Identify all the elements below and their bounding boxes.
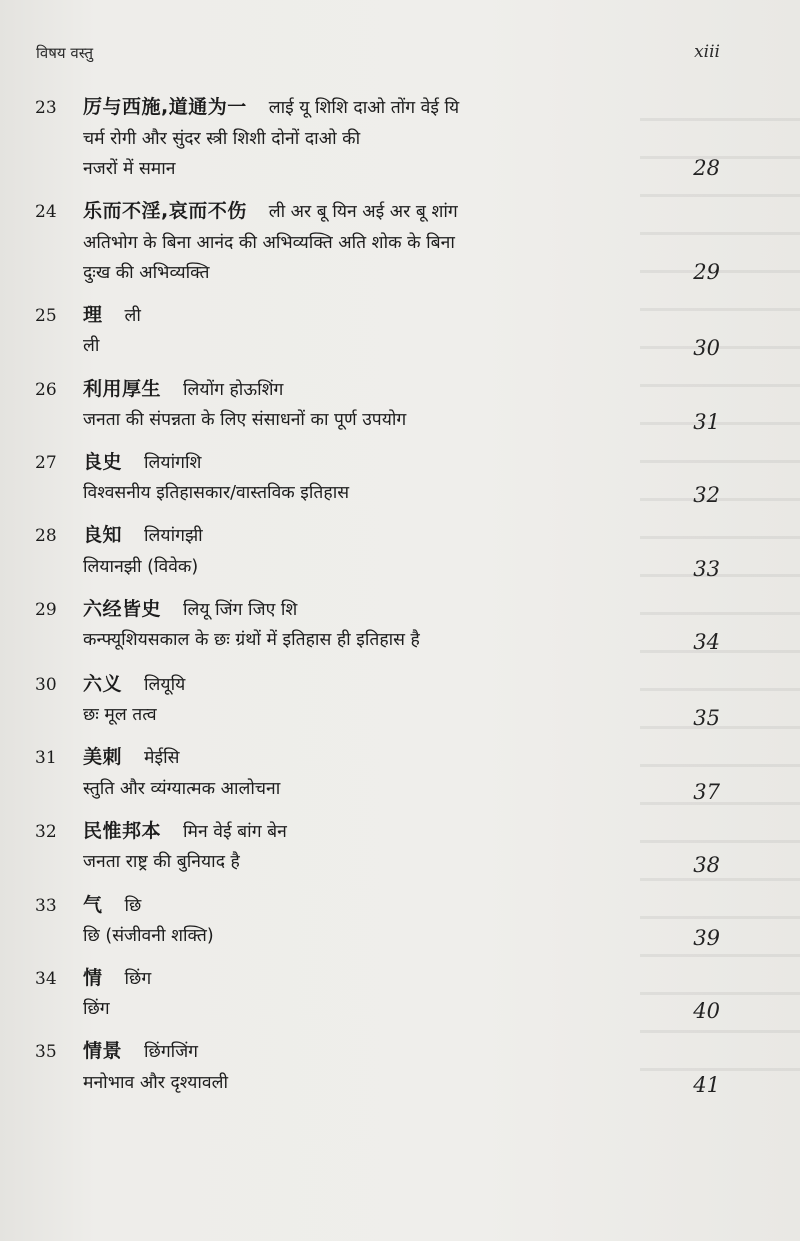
entry-description-line: जनता राष्ट्र की बुनियाद है xyxy=(83,852,240,872)
transliteration: लियांगझी xyxy=(144,526,203,546)
entry-heading xyxy=(83,451,201,474)
entry-description-line: ली xyxy=(83,336,100,356)
entry-page-number: 28 xyxy=(693,156,720,180)
entry-page-number: 38 xyxy=(693,853,720,877)
chinese-term: 气 xyxy=(83,894,103,916)
entry-heading xyxy=(83,598,297,621)
transliteration: लियोंग होऊशिंग xyxy=(183,380,284,400)
chinese-term: 理 xyxy=(83,304,103,326)
transliteration: लाई यू शिशि दाओ तोंग वेई यि xyxy=(268,98,460,118)
entry-heading xyxy=(83,894,141,917)
entry-description-line: दुःख की अभिव्यक्ति xyxy=(83,263,210,283)
entry-number: 28 xyxy=(35,526,57,546)
transliteration: लियू जिंग जिए शि xyxy=(183,600,298,620)
entry-description-line: नजरों में समान xyxy=(83,159,176,179)
transliteration: मिन वेई बांग बेन xyxy=(183,822,287,842)
entry-heading xyxy=(83,524,203,547)
entry-page-number: 29 xyxy=(693,260,720,284)
transliteration: लियांगशि xyxy=(144,453,202,473)
entry-number: 27 xyxy=(35,453,57,473)
chinese-term: 情景 xyxy=(83,1040,123,1062)
chinese-term: 良史 xyxy=(83,451,123,473)
chinese-term: 情 xyxy=(83,967,103,989)
chinese-term: 六义 xyxy=(83,673,123,695)
entry-heading xyxy=(83,378,283,401)
entry-page-number: 30 xyxy=(693,336,720,360)
entry-description-line: छः मूल तत्व xyxy=(83,705,157,725)
entry-heading xyxy=(83,967,151,990)
entry-heading xyxy=(83,673,185,696)
entry-description-line: चर्म रोगी और सुंदर स्त्री शिशी दोनों दाओ की xyxy=(83,129,361,149)
entry-page-number: 32 xyxy=(693,483,720,507)
entry-heading xyxy=(83,746,179,769)
chinese-term: 六经皆史 xyxy=(83,598,162,620)
entry-heading xyxy=(83,820,287,843)
entry-heading xyxy=(83,96,459,119)
entry-page-number: 33 xyxy=(693,557,720,581)
transliteration: मेईसि xyxy=(144,748,180,768)
entry-number: 26 xyxy=(35,380,57,400)
entry-description-line: छि (संजीवनी शक्ति) xyxy=(83,926,214,946)
chinese-term: 民惟邦本 xyxy=(83,820,162,842)
running-header-section: विषय वस्तु xyxy=(36,44,94,62)
transliteration: ली अर बू यिन अई अर बू शांग xyxy=(268,202,458,222)
entry-heading xyxy=(83,1040,198,1063)
transliteration: छिंग xyxy=(124,969,152,989)
entry-number: 34 xyxy=(35,969,57,989)
entry-number: 29 xyxy=(35,600,57,620)
entry-page-number: 37 xyxy=(693,780,720,804)
transliteration: छिंगजिंग xyxy=(144,1042,199,1062)
entry-page-number: 40 xyxy=(693,999,720,1023)
transliteration: लियूयि xyxy=(144,675,186,695)
entry-page-number: 31 xyxy=(693,410,720,434)
entry-number: 23 xyxy=(35,98,57,118)
entry-page-number: 35 xyxy=(693,706,720,730)
entry-number: 33 xyxy=(35,896,57,916)
entry-description-line: मनोभाव और दृश्यावली xyxy=(83,1073,228,1093)
entry-number: 35 xyxy=(35,1042,57,1062)
entry-page-number: 34 xyxy=(693,630,720,654)
entry-description-line: कन्फ्यूशियसकाल के छः ग्रंथों में इतिहास ही इतिहास है xyxy=(83,630,420,650)
transliteration: ली xyxy=(124,306,141,326)
chinese-term: 利用厚生 xyxy=(83,378,162,400)
show-through-text xyxy=(640,90,800,1090)
entry-description-line: छिंग xyxy=(83,999,110,1019)
entry-number: 24 xyxy=(35,202,57,222)
entry-heading xyxy=(83,304,141,327)
running-header-page-number: xiii xyxy=(694,42,720,62)
entry-page-number: 41 xyxy=(693,1073,720,1097)
entry-number: 31 xyxy=(35,748,57,768)
transliteration: छि xyxy=(124,896,142,916)
chinese-term: 美刺 xyxy=(83,746,123,768)
entry-number: 32 xyxy=(35,822,57,842)
entry-page-number: 39 xyxy=(693,926,720,950)
entry-heading xyxy=(83,200,458,223)
entry-description-line: लियानझी (विवेक) xyxy=(83,557,199,577)
chinese-term: 乐而不淫,哀而不伤 xyxy=(83,200,247,222)
entry-description-line: जनता की संपन्नता के लिए संसाधनों का पूर्ण उपयोग xyxy=(83,410,407,430)
entry-description-line: अतिभोग के बिना आनंद की अभिव्यक्ति अति शोक के बिना xyxy=(83,233,455,253)
entry-number: 30 xyxy=(35,675,57,695)
entry-number: 25 xyxy=(35,306,57,326)
chinese-term: 良知 xyxy=(83,524,123,546)
entry-description-line: विश्वसनीय इतिहासकार/वास्तविक इतिहास xyxy=(83,483,350,503)
chinese-term: 厉与西施,道通为一 xyxy=(83,96,247,118)
entry-description-line: स्तुति और व्यंग्यात्मक आलोचना xyxy=(83,779,281,799)
